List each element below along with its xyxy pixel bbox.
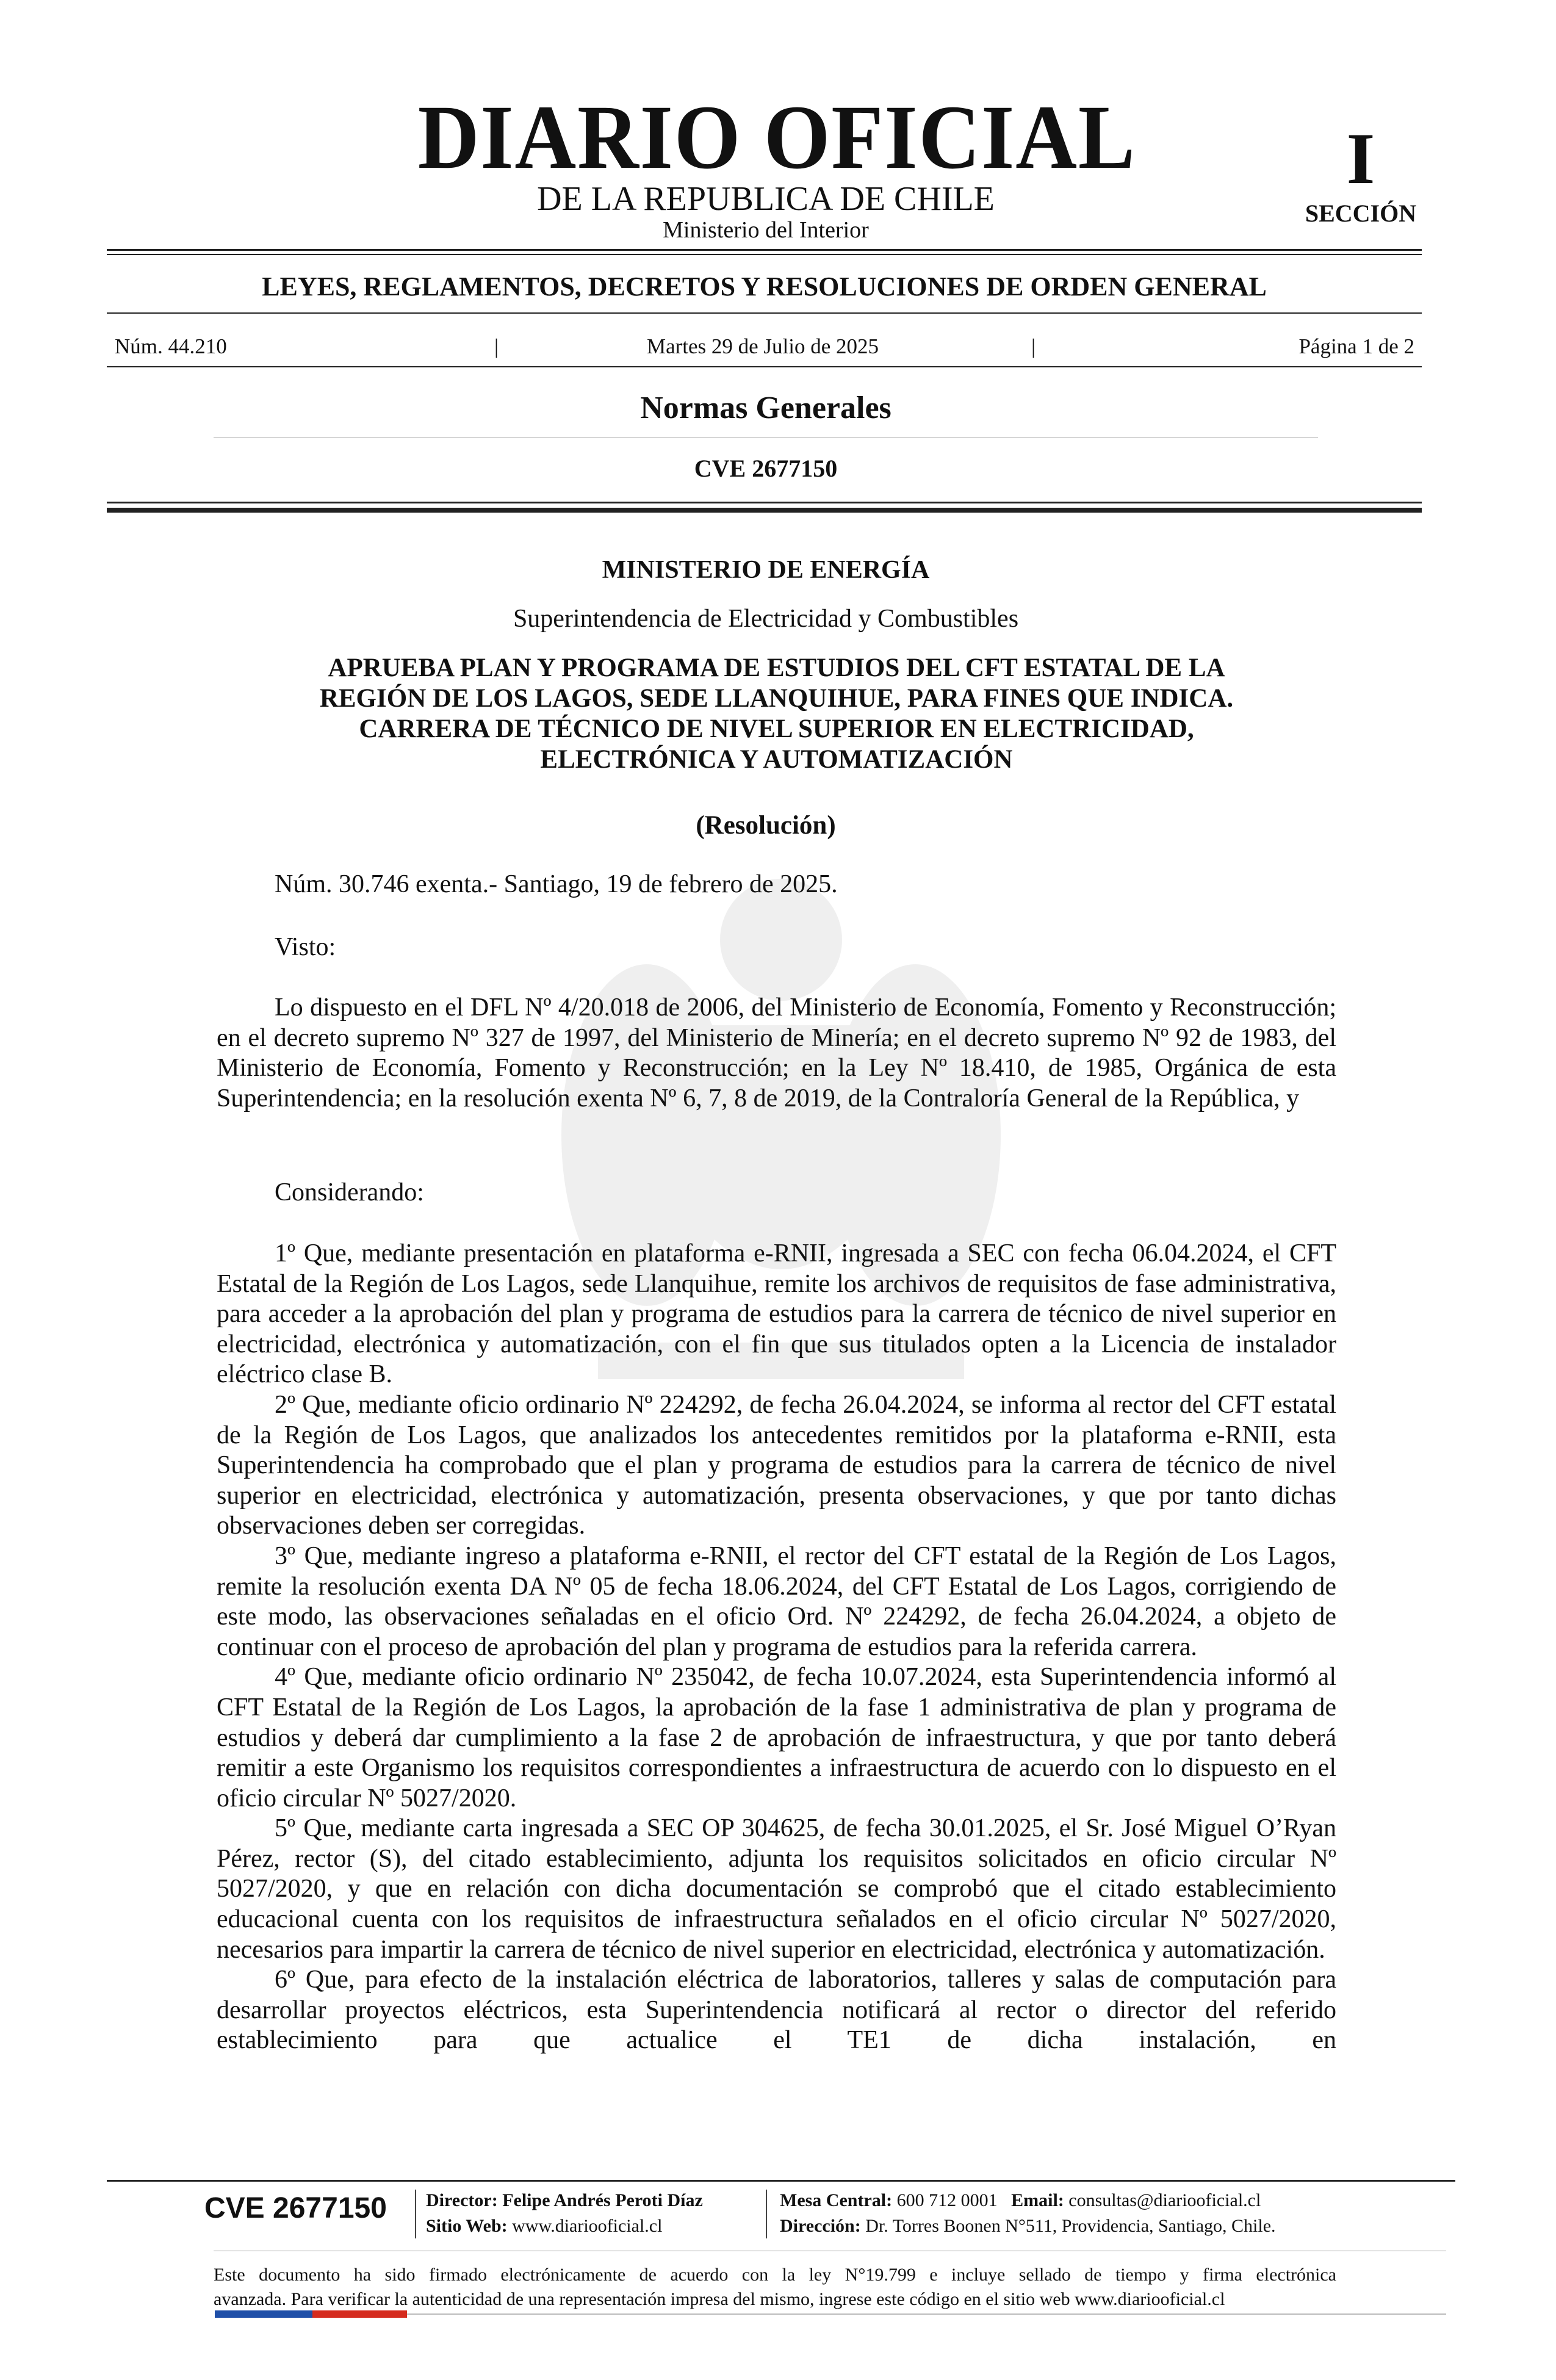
document-kind: (Resolución) [696,811,836,840]
considerandos-block [217,1239,1336,2056]
resolution-title-line: APRUEBA PLAN Y PROGRAMA DE ESTUDIOS DEL CFT ESTATAL DE LA [328,654,1225,682]
considerando-item: 2º Que, mediante oficio ordinario Nº 224292, de fecha 26.04.2024, se informa al rector del CFT estatal de la Región de Los Lagos, que analizados los antecedentes remitidos por la plataforma e-RNII, esta Superintendencia ha comprobado que el plan y programa de estudios para la carrera de técnico de nivel superior en electricidad, electrónica y automatización, presenta observaciones, y que por tanto dichas observaciones deben ser corregidas. [217,1390,1336,1540]
section-number: I [1346,118,1375,199]
footer-divider-left [415,2190,416,2238]
resolution-title [217,653,1336,775]
director-label: Director: [426,2190,498,2210]
flag-stripe-blue [215,2310,312,2318]
director-name: Felipe Andrés Peroti Díaz [502,2190,703,2210]
resolution-title-line: REGIÓN DE LOS LAGOS, SEDE LLANQUIHUE, PARA FINES QUE INDICA. [319,684,1234,713]
flag-stripe-red [312,2310,407,2318]
banner-heading: LEYES, REGLAMENTOS, DECRETOS Y RESOLUCIONES DE ORDEN GENERAL [262,272,1267,301]
cve-code: CVE 2677150 [694,455,838,482]
considerando-item: 6º Que, para efecto de la instalación eléctrica de laboratorios, talleres y salas de computación para desarrollar proyectos eléctricos, esta Superintendencia notificará al rector o director del referido establecimiento para que actualice el TE1 de dicha instalación, en [217,1966,1336,2055]
site-link[interactable]: www.diariooficial.cl [512,2216,663,2236]
footer-rule [107,2180,1455,2182]
mesa-phone: 600 712 0001 [896,2190,998,2210]
address-label: Dirección: [780,2216,861,2236]
meta-rule [107,366,1422,367]
section-heading-rule [214,437,1318,438]
considerando-item: 5º Que, mediante carta ingresada a SEC OP 304625, de fecha 30.01.2025, el Sr. José Miguel O’Ryan Pérez, rector (S), del citado establecimiento, adjunta los requisitos solicitados en oficio circular Nº 5027/2020, y que en relación con dicha documentación se comprobó que el citado establecimiento educacional cuenta con los requisitos de infraestructura señalados en el oficio circular Nº 5027/2020, necesarios para impartir la carrera de técnico de nivel superior en electricidad, electrónica y automatización. [217,1814,1336,1964]
footer-contact-block [780,2188,1276,2239]
masthead-rule-inner [107,254,1422,255]
banner-rule [107,312,1422,314]
address-text: Dr. Torres Boonen N°511, Providencia, Santiago, Chile. [865,2216,1276,2236]
footer-divider-right [766,2190,767,2238]
masthead-subtitle: DE LA REPUBLICA DE CHILE [537,180,995,218]
footer-director-block [426,2188,703,2239]
considerando-item: 1º Que, mediante presentación en plataforma e-RNII, ingresada a SEC con fecha 06.04.2024, el CFT Estatal de la Región de Los Lagos, sede Llanquihue, remite los archivos de requisitos de fase administrativa, para acceder a la aprobación del plan y programa de estudios para la carrera de técnico de nivel superior en electricidad, electrónica y automatización, con el fin que sus titulados opten a la Licencia de instalador eléctrico clase B. [217,1239,1336,1389]
signature-disclaimer [214,2263,1336,2312]
disclaimer-line: avanzada. Para verificar la autenticidad de una representación impresa del mismo, ingrese este código en el sitio web www.diariooficial.cl [214,2289,1225,2309]
email-label: Email: [1011,2190,1064,2210]
resolution-number-line: Núm. 30.746 exenta.- Santiago, 19 de febrero de 2025. [275,870,838,898]
agency-name: Superintendencia de Electricidad y Combustibles [513,605,1019,633]
issue-number: Núm. 44.210 [115,334,227,358]
considerando-item: 4º Que, mediante oficio ordinario Nº 235042, de fecha 10.07.2024, esta Superintendencia informó al CFT Estatal de la Región de Los Lagos, la aprobación de la fase 1 administrativa de plan y programa de estudios y deberá dar cumplimiento a la fase 2 de aprobación de infraestructura, y que por tanto deberá remitir a este Organismo los requisitos correspondientes a infraestructura de acuerdo con lo dispuesto en el oficio circular Nº 5027/2020. [217,1663,1336,1812]
site-label: Sitio Web: [426,2216,508,2236]
visto-text: Lo dispuesto en el DFL Nº 4/20.018 de 2006, del Ministerio de Economía, Fomento y Reconstrucción; en el decreto supremo Nº 327 de 1997, del Ministerio de Minería; en el decreto supremo Nº 92 de 1983, del Ministerio de Economía, Fomento y Reconstrucción; en la Ley Nº 18.410, de 1985, Orgánica de esta Superintendencia; en la resolución exenta Nº 6, 7, 8 de 2019, de la Contraloría General de la República, y [217,993,1336,1112]
ministry-name: MINISTERIO DE ENERGÍA [602,556,930,584]
meta-separator-left: | [494,334,499,358]
section-label: SECCIÓN [1305,200,1417,227]
resolution-title-line: CARRERA DE TÉCNICO DE NIVEL SUPERIOR EN ELECTRICIDAD, [359,715,1194,743]
header-double-rule-bottom [107,508,1422,513]
meta-separator-right: | [1031,334,1036,358]
resolution-title-line: ELECTRÓNICA Y AUTOMATIZACIÓN [540,745,1013,774]
mesa-label: Mesa Central: [780,2190,893,2210]
page-indicator: Página 1 de 2 [1298,334,1414,358]
email-link[interactable]: consultas@diariooficial.cl [1068,2190,1261,2210]
flag-stripe-rule [407,2313,1446,2315]
masthead-rule-top [107,249,1422,251]
masthead-ministry: Ministerio del Interior [663,217,869,243]
footer-cve: CVE 2677150 [204,2192,387,2224]
disclaimer-line: Este documento ha sido firmado electrónicamente de acuerdo con la ley N°19.799 e incluye sellado de tiempo y firma electrónica [214,2265,1336,2285]
considerando-item: 3º Que, mediante ingreso a plataforma e-RNII, el rector del CFT estatal de la Región de Los Lagos, remite la resolución exenta DA Nº 05 de fecha 18.06.2024, del CFT Estatal de Los Lagos, corrigiendo de este modo, las observaciones señaladas en el oficio Ord. Nº 224292, de fecha 26.04.2024, a objeto de continuar con el proceso de aprobación del plan y programa de estudios para la referida carrera. [217,1542,1336,1661]
header-double-rule-top [107,502,1422,503]
masthead-title: DIARIO OFICIAL [417,87,1136,188]
visto-label: Visto: [275,933,336,961]
considerando-label: Considerando: [275,1178,424,1206]
issue-date: Martes 29 de Julio de 2025 [646,334,879,358]
visto-paragraph [217,993,1336,1114]
section-heading: Normas Generales [640,391,891,425]
